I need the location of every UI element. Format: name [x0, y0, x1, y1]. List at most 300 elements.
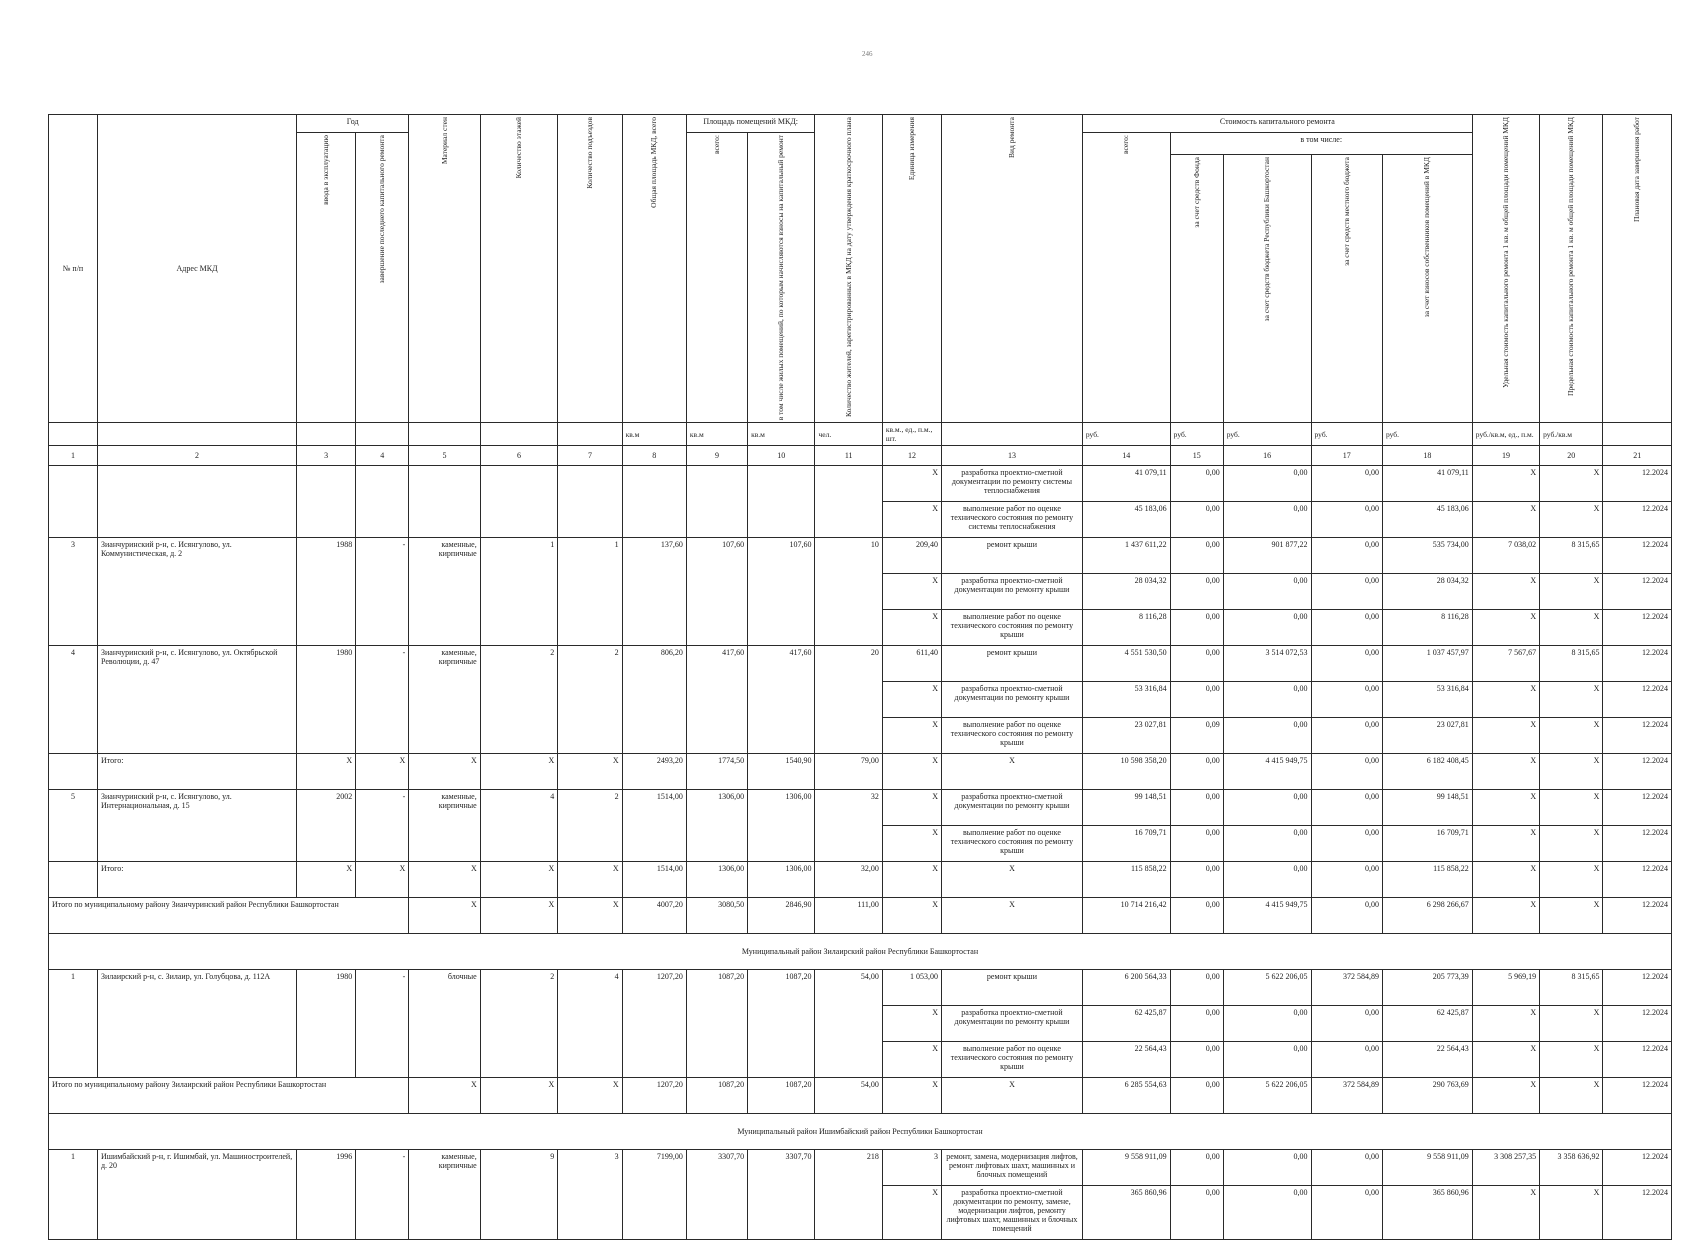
cell-cost-republic: 901 877,22 — [1223, 538, 1311, 574]
cell — [815, 466, 882, 538]
cell-work-type: X — [942, 862, 1083, 898]
cell-date: 12.2024 — [1603, 1042, 1672, 1078]
cell-cost-fund: 0,00 — [1170, 754, 1223, 790]
cell-year: 1996 — [297, 1150, 356, 1240]
cell-cost-republic: 5 622 206,05 — [1223, 970, 1311, 1006]
cell-cost-owners: 365 860,96 — [1382, 1186, 1472, 1240]
col-number: 20 — [1540, 446, 1603, 466]
cell-cost-republic: 0,00 — [1223, 502, 1311, 538]
cell-address: Зилаирский р-н, с. Зилаир, ул. Голубцова, д. 112А — [97, 970, 296, 1078]
cell-cost-republic: 0,00 — [1223, 718, 1311, 754]
col-number: 10 — [748, 446, 815, 466]
cell-paying: 2846,90 — [748, 898, 815, 934]
cell-paying: 1087,20 — [748, 970, 815, 1078]
cell — [297, 466, 356, 538]
cell-cost-total: 45 183,06 — [1082, 502, 1170, 538]
cell-cost-owners: 9 558 911,09 — [1382, 1150, 1472, 1186]
cell-total-area: 1514,00 — [622, 862, 686, 898]
cell-cost-fund: 0,00 — [1170, 574, 1223, 610]
cell — [49, 754, 98, 790]
cell-unit: 611,40 — [882, 646, 941, 682]
hdr-wall-material: Материал стен — [409, 115, 480, 423]
cell-date: 12.2024 — [1603, 574, 1672, 610]
cell-floors: 1 — [480, 538, 558, 646]
hdr-unit: Единица измерения — [882, 115, 941, 423]
cell-address: Зианчуринский р-н, с. Исянгулово, ул. Октябрьской Революции, д. 47 — [97, 646, 296, 754]
cell-limit-cost: X — [1540, 1186, 1603, 1240]
cell-cost-owners: 535 734,00 — [1382, 538, 1472, 574]
cell-total-area: 2493,20 — [622, 754, 686, 790]
cell-cost-local: 0,00 — [1311, 754, 1382, 790]
unit-cell: руб. — [1311, 423, 1382, 446]
cell-year: 2002 — [297, 790, 356, 862]
unit-cell: руб./кв.м — [1540, 423, 1603, 446]
cell-unit-cost: X — [1472, 1006, 1539, 1042]
cell-date: 12.2024 — [1603, 1078, 1672, 1114]
cell-work-type: выполнение работ по оценке технического состояния по ремонту крыши — [942, 610, 1083, 646]
cell-total-area: 1207,20 — [622, 970, 686, 1078]
cell-no: 5 — [49, 790, 98, 862]
cell-unit-cost: 7 038,02 — [1472, 538, 1539, 574]
unit-cell: чел. — [815, 423, 882, 446]
col-number: 12 — [882, 446, 941, 466]
cell-cost-owners: 62 425,87 — [1382, 1006, 1472, 1042]
cell-floors: 4 — [480, 790, 558, 862]
cell-x: X — [356, 754, 409, 790]
cell-cost-total: 99 148,51 — [1082, 790, 1170, 826]
cell-unit: X — [882, 718, 941, 754]
cell-cost-local: 0,00 — [1311, 1186, 1382, 1240]
cell-cost-owners: 16 709,71 — [1382, 826, 1472, 862]
cell-cost-total: 16 709,71 — [1082, 826, 1170, 862]
cell-residents: 79,00 — [815, 754, 882, 790]
cell — [558, 466, 622, 538]
cell-last-repair: - — [356, 790, 409, 862]
col-number: 2 — [97, 446, 296, 466]
cell-unit: X — [882, 1078, 941, 1114]
cell — [480, 466, 558, 538]
cell-cost-total: 1 437 611,22 — [1082, 538, 1170, 574]
cell-date: 12.2024 — [1603, 718, 1672, 754]
cell-cost-fund: 0,00 — [1170, 682, 1223, 718]
hdr-unit-cost: Удельная стоимость капитального ремонта 1 кв. м общей площади помещений МКД — [1472, 115, 1539, 423]
cell-cost-local: 0,00 — [1311, 898, 1382, 934]
cell-limit-cost: 3 358 636,92 — [1540, 1150, 1603, 1186]
hdr-cost-incl: в том числе: — [1170, 133, 1472, 155]
cell-residents: 54,00 — [815, 1078, 882, 1114]
cell-cost-republic: 0,00 — [1223, 682, 1311, 718]
cell-cost-owners: 41 079,11 — [1382, 466, 1472, 502]
hdr-cost-republic: за счет средств бюджета Республики Башкортостан — [1223, 155, 1311, 423]
cell-unit: 3 — [882, 1150, 941, 1186]
cell-x: X — [480, 898, 558, 934]
cell-work-type: разработка проектно-сметной документации по ремонту крыши — [942, 1006, 1083, 1042]
column-numbers-row — [49, 446, 1672, 466]
cell-work-type: разработка проектно-сметной документации по ремонту крыши — [942, 574, 1083, 610]
cell-limit-cost: 8 315,65 — [1540, 970, 1603, 1006]
cell-cost-owners: 23 027,81 — [1382, 718, 1472, 754]
cell-cost-republic: 3 514 072,53 — [1223, 646, 1311, 682]
cell-work-type: разработка проектно-сметной документации по ремонту крыши — [942, 790, 1083, 826]
cell-x: X — [480, 862, 558, 898]
hdr-year: Год — [297, 115, 409, 133]
hdr-cost-owners: за счет взносов собственников помещений в МКД — [1382, 155, 1472, 423]
col-number: 14 — [1082, 446, 1170, 466]
cell-cost-republic: 0,00 — [1223, 826, 1311, 862]
cell-entrances: 2 — [558, 646, 622, 754]
cell-limit-cost: X — [1540, 502, 1603, 538]
cell-work-type: ремонт крыши — [942, 646, 1083, 682]
unit-cell — [356, 423, 409, 446]
cell-cost-fund: 0,00 — [1170, 538, 1223, 574]
cell-work-type: разработка проектно-сметной документации по ремонту, замене, модернизации лифтов, ремонту лифтовых шахт, машинных и блочных помещений — [942, 1186, 1083, 1240]
cell-address: Ишимбайский р-н, г. Ишимбай, ул. Машиностроителей, д. 20 — [97, 1150, 296, 1240]
cell-cost-local: 0,00 — [1311, 1042, 1382, 1078]
section-row — [49, 1114, 1672, 1150]
cell — [356, 466, 409, 538]
cell-work-type: X — [942, 898, 1083, 934]
cell-date: 12.2024 — [1603, 466, 1672, 502]
cell-cost-fund: 0,00 — [1170, 826, 1223, 862]
col-number: 18 — [1382, 446, 1472, 466]
cell-unit-cost: X — [1472, 610, 1539, 646]
cell-date: 12.2024 — [1603, 610, 1672, 646]
section-title: Муниципальный район Зилаирский район Республики Башкортостан — [49, 934, 1672, 970]
capital-repair-table — [48, 114, 1672, 1240]
cell-cost-total: 10 714 216,42 — [1082, 898, 1170, 934]
unit-cell: кв.м — [622, 423, 686, 446]
col-number: 9 — [686, 446, 747, 466]
cell-material: каменные, кирпичные — [409, 1150, 480, 1240]
cell-unit-cost: 7 567,67 — [1472, 646, 1539, 682]
table-row — [49, 538, 1672, 574]
cell-unit-cost: X — [1472, 898, 1539, 934]
cell-cost-local: 0,00 — [1311, 538, 1382, 574]
cell-cost-republic: 0,00 — [1223, 574, 1311, 610]
cell-cost-fund: 0,09 — [1170, 718, 1223, 754]
cell-cost-local: 0,00 — [1311, 790, 1382, 826]
cell-date: 12.2024 — [1603, 682, 1672, 718]
cell-no: 3 — [49, 538, 98, 646]
cell-cost-owners: 8 116,28 — [1382, 610, 1472, 646]
cell-unit-cost: X — [1472, 718, 1539, 754]
cell-residents: 54,00 — [815, 970, 882, 1078]
cell-floors: 2 — [480, 646, 558, 754]
cell-cost-total: 23 027,81 — [1082, 718, 1170, 754]
cell-x: X — [480, 1078, 558, 1114]
cell-cost-fund: 0,00 — [1170, 1186, 1223, 1240]
col-number: 17 — [1311, 446, 1382, 466]
cell-limit-cost: X — [1540, 898, 1603, 934]
cell-x: X — [558, 1078, 622, 1114]
cell-cost-local: 0,00 — [1311, 862, 1382, 898]
cell-cost-owners: 45 183,06 — [1382, 502, 1472, 538]
cell-cost-owners: 22 564,43 — [1382, 1042, 1472, 1078]
col-number: 3 — [297, 446, 356, 466]
cell-total-area: 806,20 — [622, 646, 686, 754]
cell-unit: X — [882, 754, 941, 790]
units-row — [49, 423, 1672, 446]
cell-unit-cost: X — [1472, 1186, 1539, 1240]
unit-cell: кв.м., ед., п.м., шт. — [882, 423, 941, 446]
cell-date: 12.2024 — [1603, 754, 1672, 790]
cell-unit: X — [882, 1042, 941, 1078]
cell-last-repair: - — [356, 646, 409, 754]
cell-paying: 1540,90 — [748, 754, 815, 790]
col-number: 13 — [942, 446, 1083, 466]
col-number: 15 — [1170, 446, 1223, 466]
cell-unit: X — [882, 790, 941, 826]
cell-cost-local: 0,00 — [1311, 718, 1382, 754]
cell-date: 12.2024 — [1603, 538, 1672, 574]
table-row — [49, 970, 1672, 1006]
cell-unit-cost: X — [1472, 790, 1539, 826]
cell-cost-local: 0,00 — [1311, 1006, 1382, 1042]
cell-cost-total: 41 079,11 — [1082, 466, 1170, 502]
cell-limit-cost: X — [1540, 718, 1603, 754]
cell-limit-cost: X — [1540, 754, 1603, 790]
unit-cell — [558, 423, 622, 446]
cell-x: X — [558, 898, 622, 934]
unit-cell: руб. — [1082, 423, 1170, 446]
cell-material: каменные, кирпичные — [409, 646, 480, 754]
cell-unit: 209,40 — [882, 538, 941, 574]
cell-premises: 1087,20 — [686, 1078, 747, 1114]
cell-date: 12.2024 — [1603, 646, 1672, 682]
hdr-planned-date: Плановая дата завершения работ — [1603, 115, 1672, 423]
col-number: 8 — [622, 446, 686, 466]
cell — [622, 466, 686, 538]
cell — [686, 466, 747, 538]
hdr-cost-total: всего: — [1082, 133, 1170, 423]
cell-limit-cost: X — [1540, 466, 1603, 502]
hdr-work-type: Вид ремонта — [942, 115, 1083, 423]
cell-work-type: выполнение работ по оценке технического состояния по ремонту крыши — [942, 1042, 1083, 1078]
cell-limit-cost: X — [1540, 862, 1603, 898]
col-number: 21 — [1603, 446, 1672, 466]
cell-work-type: ремонт крыши — [942, 970, 1083, 1006]
cell-cost-total: 22 564,43 — [1082, 1042, 1170, 1078]
hdr-premises-area: Площадь помещений МКД: — [686, 115, 815, 133]
cell-cost-fund: 0,00 — [1170, 1006, 1223, 1042]
cell-unit: X — [882, 682, 941, 718]
cell-cost-local: 372 584,89 — [1311, 970, 1382, 1006]
cell-material: блочные — [409, 970, 480, 1078]
cell-year: 1980 — [297, 970, 356, 1078]
cell-subtotal-label: Итого: — [97, 754, 296, 790]
hdr-no: № п/п — [49, 115, 98, 423]
cell-cost-local: 0,00 — [1311, 466, 1382, 502]
cell-cost-total: 28 034,32 — [1082, 574, 1170, 610]
cell-residents: 32 — [815, 790, 882, 862]
cell-date: 12.2024 — [1603, 1150, 1672, 1186]
cell-unit-cost: X — [1472, 502, 1539, 538]
cell-cost-fund: 0,00 — [1170, 862, 1223, 898]
cell-paying: 3307,70 — [748, 1150, 815, 1240]
cell-paying: 1306,00 — [748, 862, 815, 898]
cell-cost-republic: 5 622 206,05 — [1223, 1078, 1311, 1114]
cell-unit: X — [882, 610, 941, 646]
cell-cost-total: 6 285 554,63 — [1082, 1078, 1170, 1114]
cell-municipal-label: Итого по муниципальному району Зилаирский район Республики Башкортостан — [49, 1078, 409, 1114]
cell-cost-republic: 4 415 949,75 — [1223, 898, 1311, 934]
cell-cost-local: 0,00 — [1311, 826, 1382, 862]
cell-unit: X — [882, 898, 941, 934]
cell-premises: 1306,00 — [686, 790, 747, 862]
cell-cost-local: 0,00 — [1311, 682, 1382, 718]
cell-unit-cost: X — [1472, 1078, 1539, 1114]
cell-work-type: выполнение работ по оценке технического состояния по ремонту системы теплоснабжения — [942, 502, 1083, 538]
hdr-premises-total: всего: — [686, 133, 747, 423]
cell-cost-republic: 0,00 — [1223, 466, 1311, 502]
cell-no: 4 — [49, 646, 98, 754]
unit-cell — [297, 423, 356, 446]
cell-cost-local: 0,00 — [1311, 646, 1382, 682]
cell-cost-total: 115 858,22 — [1082, 862, 1170, 898]
cell-premises: 107,60 — [686, 538, 747, 646]
hdr-residents: Количество жителей, зарегистрированных в МКД на дату утверждения краткосрочного плана — [815, 115, 882, 423]
unit-cell — [1603, 423, 1672, 446]
cell-cost-republic: 0,00 — [1223, 862, 1311, 898]
cell-material: каменные, кирпичные — [409, 790, 480, 862]
cell — [97, 466, 296, 538]
hdr-premises-paying: в том числе жилых помещений, по которым начисляются взносы на капитальный ремонт — [748, 133, 815, 423]
cell — [409, 466, 480, 538]
cell-cost-owners: 6 182 408,45 — [1382, 754, 1472, 790]
cell-cost-total: 9 558 911,09 — [1082, 1150, 1170, 1186]
cell-x: X — [480, 754, 558, 790]
cell-limit-cost: X — [1540, 790, 1603, 826]
unit-cell — [49, 423, 98, 446]
cell-floors: 2 — [480, 970, 558, 1078]
cell-cost-fund: 0,00 — [1170, 502, 1223, 538]
col-number: 16 — [1223, 446, 1311, 466]
cell-date: 12.2024 — [1603, 1006, 1672, 1042]
cell-entrances: 4 — [558, 970, 622, 1078]
cell-entrances: 3 — [558, 1150, 622, 1240]
cell-work-type: X — [942, 754, 1083, 790]
cell-paying: 1087,20 — [748, 1078, 815, 1114]
cell-unit-cost: X — [1472, 1042, 1539, 1078]
cell-unit-cost: X — [1472, 574, 1539, 610]
cell-premises: 3307,70 — [686, 1150, 747, 1240]
unit-cell — [97, 423, 296, 446]
cell-floors: 9 — [480, 1150, 558, 1240]
cell-paying: 417,60 — [748, 646, 815, 754]
cell-cost-republic: 4 415 949,75 — [1223, 754, 1311, 790]
cell-cost-owners: 290 763,69 — [1382, 1078, 1472, 1114]
cell-last-repair: - — [356, 1150, 409, 1240]
cell-cost-owners: 6 298 266,67 — [1382, 898, 1472, 934]
cell-entrances: 1 — [558, 538, 622, 646]
cell-year: 1988 — [297, 538, 356, 646]
cell-x: X — [558, 754, 622, 790]
cell-residents: 218 — [815, 1150, 882, 1240]
unit-cell — [942, 423, 1083, 446]
cell — [49, 466, 98, 538]
cell-date: 12.2024 — [1603, 826, 1672, 862]
cell-residents: 32,00 — [815, 862, 882, 898]
municipal-total-row — [49, 898, 1672, 934]
cell-total-area: 4007,20 — [622, 898, 686, 934]
table-row — [49, 646, 1672, 682]
cell-date: 12.2024 — [1603, 502, 1672, 538]
cell-date: 12.2024 — [1603, 1186, 1672, 1240]
cell-x: X — [409, 862, 480, 898]
cell-work-type: ремонт, замена, модернизация лифтов, ремонт лифтовых шахт, машинных и блочных помещений — [942, 1150, 1083, 1186]
cell-premises: 417,60 — [686, 646, 747, 754]
cell-unit-cost: X — [1472, 826, 1539, 862]
cell-no: 1 — [49, 970, 98, 1078]
cell-unit: X — [882, 1006, 941, 1042]
cell-cost-total: 4 551 530,50 — [1082, 646, 1170, 682]
cell-limit-cost: 8 315,65 — [1540, 538, 1603, 574]
cell — [748, 466, 815, 538]
cell-total-area: 7199,00 — [622, 1150, 686, 1240]
cell-work-type: выполнение работ по оценке технического состояния по ремонту крыши — [942, 718, 1083, 754]
cell-work-type: X — [942, 1078, 1083, 1114]
municipal-total-row — [49, 1078, 1672, 1114]
cell-entrances: 2 — [558, 790, 622, 862]
cell-paying: 107,60 — [748, 538, 815, 646]
table-row — [49, 790, 1672, 826]
cell-cost-local: 0,00 — [1311, 1150, 1382, 1186]
cell-cost-total: 8 116,28 — [1082, 610, 1170, 646]
cell-cost-local: 0,00 — [1311, 574, 1382, 610]
cell-no: 1 — [49, 1150, 98, 1240]
unit-cell: руб./кв.м, ед., п.м. — [1472, 423, 1539, 446]
cell-premises: 3080,50 — [686, 898, 747, 934]
cell — [49, 862, 98, 898]
cell-cost-total: 53 316,84 — [1082, 682, 1170, 718]
hdr-limit-cost: Предельная стоимость капитального ремонта 1 кв. м общей площади помещений МКД — [1540, 115, 1603, 423]
col-number: 5 — [409, 446, 480, 466]
col-number: 11 — [815, 446, 882, 466]
cell-cost-fund: 0,00 — [1170, 970, 1223, 1006]
cell-cost-fund: 0,00 — [1170, 1078, 1223, 1114]
cell-limit-cost: X — [1540, 1078, 1603, 1114]
hdr-cost-fund: за счет средств Фонда — [1170, 155, 1223, 423]
unit-cell — [480, 423, 558, 446]
col-number: 6 — [480, 446, 558, 466]
cell-cost-republic: 0,00 — [1223, 1150, 1311, 1186]
cell-cost-owners: 115 858,22 — [1382, 862, 1472, 898]
cell-residents: 111,00 — [815, 898, 882, 934]
hdr-cost-local: за счет средств местного бюджета — [1311, 155, 1382, 423]
cell-year: 1980 — [297, 646, 356, 754]
cell-unit-cost: 5 969,19 — [1472, 970, 1539, 1006]
cell-premises: 1306,00 — [686, 862, 747, 898]
cell-material: каменные, кирпичные — [409, 538, 480, 646]
cell-cost-owners: 99 148,51 — [1382, 790, 1472, 826]
cell-premises: 1087,20 — [686, 970, 747, 1078]
hdr-total-area: Общая площадь МКД, всего — [622, 115, 686, 423]
cell-cost-owners: 28 034,32 — [1382, 574, 1472, 610]
cell-limit-cost: X — [1540, 1006, 1603, 1042]
cell-address: Зианчуринский р-н, с. Исянгулово, ул. Интернациональная, д. 15 — [97, 790, 296, 862]
cell-cost-owners: 205 773,39 — [1382, 970, 1472, 1006]
cell-cost-republic: 0,00 — [1223, 1186, 1311, 1240]
cell-unit-cost: X — [1472, 862, 1539, 898]
cell-date: 12.2024 — [1603, 862, 1672, 898]
cell-cost-republic: 0,00 — [1223, 1042, 1311, 1078]
cell-cost-fund: 0,00 — [1170, 1150, 1223, 1186]
cell-unit: X — [882, 862, 941, 898]
cell-x: X — [409, 898, 480, 934]
hdr-year-last-repair: завершение последнего капитального ремонта — [356, 133, 409, 423]
cell-premises: 1774,50 — [686, 754, 747, 790]
cell-cost-republic: 0,00 — [1223, 1006, 1311, 1042]
